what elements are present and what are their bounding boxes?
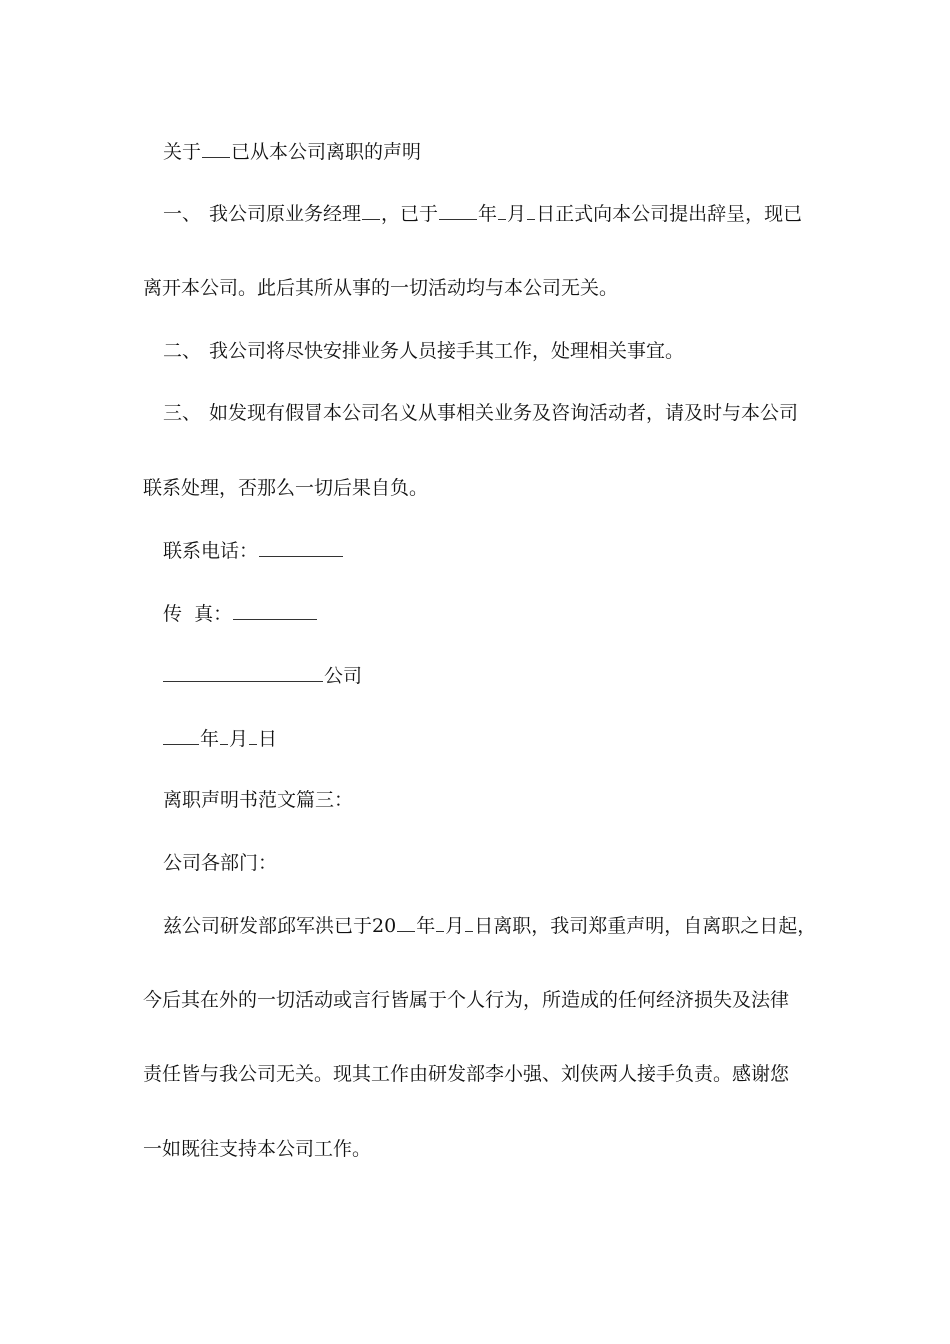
- company-name-blank: [163, 663, 323, 682]
- body-line-3: 责任皆与我公司无关。现其工作由研发部李小强、刘侠两人接手负责。感谢您: [143, 1063, 790, 1085]
- phone-blank: [259, 538, 343, 557]
- item-2-number: 二、: [163, 340, 202, 362]
- month-blank: [498, 201, 506, 220]
- name-blank: [202, 139, 230, 158]
- body-line-4: 一如既往支持本公司工作。: [143, 1138, 372, 1160]
- date-day-blank: [249, 726, 257, 745]
- date-year-blank: [163, 726, 199, 745]
- item-1-number: 一、: [163, 203, 202, 225]
- year-blank: [439, 201, 477, 220]
- item-1-continuation: 离开本公司。此后其所从事的一切活动均与本公司无关。: [143, 277, 619, 299]
- fax-line: 传 真：: [163, 601, 318, 626]
- salutation: 公司各部门：: [163, 852, 278, 874]
- section-heading: 离职声明书范文篇三：: [163, 789, 354, 811]
- phone-line: 联系电话：: [163, 538, 344, 563]
- document-title: 关于 已从本公司离职的声明: [163, 141, 422, 163]
- body-line-1: 兹公司研发部邱军洪已于20 年 月 日离职，我司郑重声明，自离职之日起，: [163, 915, 817, 937]
- item-3-continuation: 联系处理，否那么一切后果自负。: [143, 477, 429, 499]
- day-blank: [527, 201, 535, 220]
- body-month-blank: [436, 913, 444, 932]
- body-line-2: 今后其在外的一切活动或言行皆属于个人行为，所造成的任何经济损失及法律: [143, 989, 790, 1011]
- item-2: 二、 我公司将尽快安排业务人员接手其工作，处理相关事宜。: [163, 340, 685, 362]
- body-day-blank: [465, 913, 473, 932]
- company-line: 公司: [163, 663, 362, 688]
- item-1: 一、 我公司原业务经理 ，已于 年 月 日正式向本公司提出辞呈，现已: [163, 203, 803, 225]
- item-3: 三、 如发现有假冒本公司名义从事相关业务及咨询活动者，请及时与本公司: [163, 402, 799, 424]
- fax-blank: [233, 601, 317, 620]
- date-line: 年 月 日: [163, 726, 277, 751]
- item-3-number: 三、: [163, 402, 202, 424]
- manager-name-blank: [362, 201, 380, 220]
- date-month-blank: [220, 726, 228, 745]
- body-year-blank: [397, 913, 415, 932]
